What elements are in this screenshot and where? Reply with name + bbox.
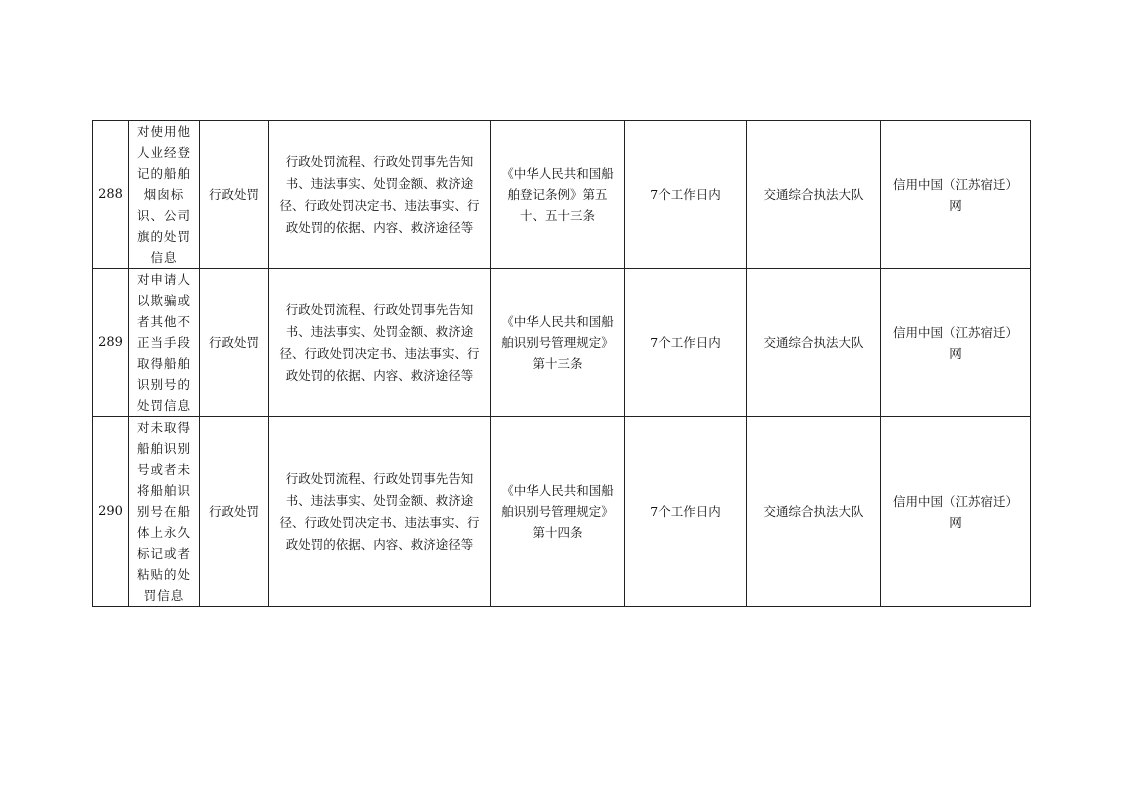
table-row xyxy=(93,417,1031,607)
row-number: 290 xyxy=(93,417,129,607)
item-name: 对未取得船舶识别号或者未将船舶识别号在船体上永久标记或者粘贴的处罚信息 xyxy=(129,417,200,607)
item-category: 行政处罚 xyxy=(200,121,269,269)
row-number: 289 xyxy=(93,269,129,417)
item-name: 对申请人以欺骗或者其他不正当手段取得船舶识别号的处罚信息 xyxy=(129,269,200,417)
item-name: 对使用他人业经登记的船舶烟囱标识、公司旗的处罚信息 xyxy=(129,121,200,269)
responsible-department: 交通综合执法大队 xyxy=(747,417,881,607)
item-category: 行政处罚 xyxy=(200,269,269,417)
legal-basis: 《中华人民共和国船舶登记条例》第五十、五十三条 xyxy=(491,121,625,269)
legal-basis: 《中华人民共和国船舶识别号管理规定》第十四条 xyxy=(491,417,625,607)
publish-channel: 信用中国（江苏宿迁）网 xyxy=(881,121,1031,269)
item-content: 行政处罚流程、行政处罚事先告知书、违法事实、处罚金额、救济途径、行政处罚决定书、违法事实、行政处罚的依据、内容、救济途径等 xyxy=(269,269,491,417)
time-limit: 7个工作日内 xyxy=(625,121,747,269)
item-content: 行政处罚流程、行政处罚事先告知书、违法事实、处罚金额、救济途径、行政处罚决定书、违法事实、行政处罚的依据、内容、救济途径等 xyxy=(269,417,491,607)
item-category: 行政处罚 xyxy=(200,417,269,607)
table-row xyxy=(93,121,1031,269)
time-limit: 7个工作日内 xyxy=(625,269,747,417)
publish-channel: 信用中国（江苏宿迁）网 xyxy=(881,269,1031,417)
responsible-department: 交通综合执法大队 xyxy=(747,269,881,417)
legal-basis: 《中华人民共和国船舶识别号管理规定》第十三条 xyxy=(491,269,625,417)
disclosure-table xyxy=(92,120,1031,607)
time-limit: 7个工作日内 xyxy=(625,417,747,607)
publish-channel: 信用中国（江苏宿迁）网 xyxy=(881,417,1031,607)
table-row xyxy=(93,269,1031,417)
row-number: 288 xyxy=(93,121,129,269)
responsible-department: 交通综合执法大队 xyxy=(747,121,881,269)
item-content: 行政处罚流程、行政处罚事先告知书、违法事实、处罚金额、救济途径、行政处罚决定书、违法事实、行政处罚的依据、内容、救济途径等 xyxy=(269,121,491,269)
